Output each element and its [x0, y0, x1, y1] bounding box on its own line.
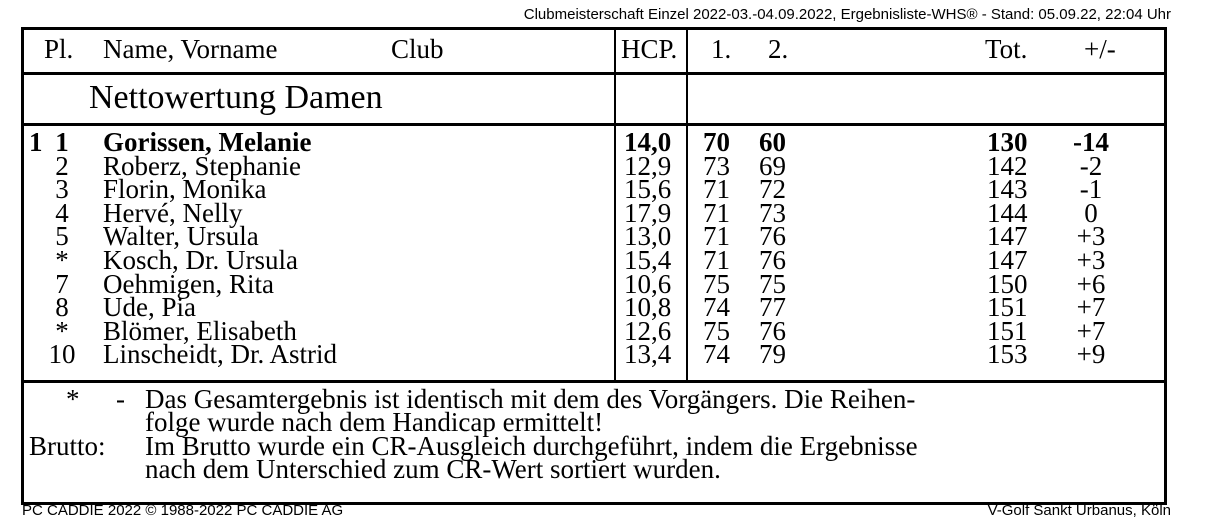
- total-score: 130: [987, 127, 1028, 157]
- footer-club: V-Golf Sankt Urbanus, Köln: [987, 502, 1171, 519]
- section-title: Nettowertung Damen: [89, 79, 383, 116]
- score-diff: +3: [1076, 245, 1106, 275]
- total-score: 144: [987, 197, 1028, 228]
- footer-copyright: PC CADDIE 2022 © 1988-2022 PC CADDIE AG: [22, 502, 344, 519]
- col-header-hcp: HCP.: [621, 34, 678, 64]
- col-header-name: Name, Vorname: [103, 34, 278, 64]
- rank: 10: [48, 339, 76, 370]
- score-diff: +7: [1076, 315, 1106, 346]
- col-header-total: Tot.: [985, 34, 1028, 64]
- score-diff: -14: [1073, 127, 1109, 157]
- note-brutto-key: Brutto:: [29, 431, 106, 461]
- round1-score: 71: [703, 245, 730, 275]
- player-name: Kosch, Dr. Ursula: [103, 245, 298, 275]
- rank-net: 1: [29, 127, 43, 157]
- rank: 4: [55, 197, 69, 228]
- total-score: 151: [987, 315, 1028, 346]
- player-name: Walter, Ursula: [103, 221, 259, 252]
- round1-score: 73: [703, 150, 730, 181]
- player-name: Ude, Pia: [103, 292, 196, 323]
- round1-score: 71: [703, 221, 730, 252]
- handicap: 14,0: [624, 127, 672, 157]
- player-name: Hervé, Nelly: [103, 197, 243, 228]
- player-name: Blömer, Elisabeth: [103, 315, 297, 346]
- note-star-dash: -: [116, 384, 125, 414]
- player-name: Gorissen, Melanie: [103, 127, 312, 157]
- total-score: 150: [987, 268, 1028, 299]
- table-row: [24, 339, 1164, 370]
- rank: *: [55, 245, 69, 275]
- round1-score: 71: [703, 197, 730, 228]
- round1-score: 74: [703, 292, 730, 323]
- score-diff: +9: [1076, 339, 1106, 370]
- handicap: 10,6: [624, 268, 672, 299]
- note-brutto-line2: nach dem Unterschied zum CR-Wert sortiert wurden.: [145, 454, 721, 484]
- total-score: 147: [987, 245, 1028, 275]
- score-diff: 0: [1084, 197, 1098, 228]
- rank: 8: [55, 292, 69, 323]
- handicap: 13,0: [624, 221, 672, 252]
- handicap: 13,4: [624, 339, 672, 370]
- col-header-round1: 1.: [711, 34, 732, 64]
- player-name: Oehmigen, Rita: [103, 268, 274, 299]
- score-diff: -1: [1079, 174, 1103, 205]
- round1-score: 70: [703, 127, 730, 157]
- round2-score: 76: [759, 245, 786, 275]
- round1-score: 75: [703, 268, 730, 299]
- total-score: 151: [987, 292, 1028, 323]
- round1-score: 75: [703, 315, 730, 346]
- col-header-club: Club: [391, 34, 444, 64]
- total-score: 147: [987, 221, 1028, 252]
- rank: 5: [55, 221, 69, 252]
- rank: 2: [55, 150, 69, 181]
- rank: *: [55, 315, 69, 346]
- round1-score: 74: [703, 339, 730, 370]
- player-name: Roberz, Stephanie: [103, 150, 301, 181]
- rank: 3: [55, 174, 69, 205]
- score-diff: -2: [1079, 150, 1103, 181]
- note-star-line1: Das Gesamtergebnis ist identisch mit dem des Vorgängers. Die Reihen-: [145, 384, 916, 414]
- round2-score: 77: [759, 292, 786, 323]
- handicap: 15,4: [624, 245, 672, 275]
- divider: [24, 123, 1164, 126]
- total-score: 153: [987, 339, 1028, 370]
- round2-score: 76: [759, 221, 786, 252]
- round2-score: 69: [759, 150, 786, 181]
- round2-score: 79: [759, 339, 786, 370]
- score-diff: +3: [1076, 221, 1106, 252]
- round2-score: 73: [759, 197, 786, 228]
- player-name: Florin, Monika: [103, 174, 267, 205]
- col-header-round2: 2.: [768, 34, 789, 64]
- note-brutto-line1: Im Brutto wurde ein CR-Ausgleich durchgeführt, indem die Ergebnisse: [145, 431, 918, 461]
- round2-score: 60: [759, 127, 786, 157]
- score-diff: +7: [1076, 292, 1106, 323]
- player-name: Linscheidt, Dr. Astrid: [103, 339, 337, 370]
- total-score: 142: [987, 150, 1028, 181]
- note-star-key: *: [66, 384, 80, 414]
- score-diff: +6: [1076, 268, 1106, 299]
- total-score: 143: [987, 174, 1028, 205]
- divider: [24, 72, 1164, 75]
- results-table: [21, 27, 1167, 505]
- handicap: 12,9: [624, 150, 672, 181]
- handicap: 10,8: [624, 292, 672, 323]
- divider: [24, 380, 1164, 383]
- rank: 7: [55, 268, 69, 299]
- col-header-place: Pl.: [44, 34, 74, 64]
- round2-score: 75: [759, 268, 786, 299]
- round2-score: 76: [759, 315, 786, 346]
- handicap: 17,9: [624, 197, 672, 228]
- report-header: Clubmeisterschaft Einzel 2022-03.-04.09.2022, Ergebnisliste-WHS® - Stand: 05.09.22, 22:04 Uhr: [523, 6, 1171, 23]
- col-header-diff: +/-: [1084, 34, 1116, 64]
- round1-score: 71: [703, 174, 730, 205]
- round2-score: 72: [759, 174, 786, 205]
- handicap: 15,6: [624, 174, 672, 205]
- handicap: 12,6: [624, 315, 672, 346]
- rank: 1: [55, 127, 69, 157]
- note-star-line2: folge wurde nach dem Handicap ermittelt!: [145, 407, 604, 437]
